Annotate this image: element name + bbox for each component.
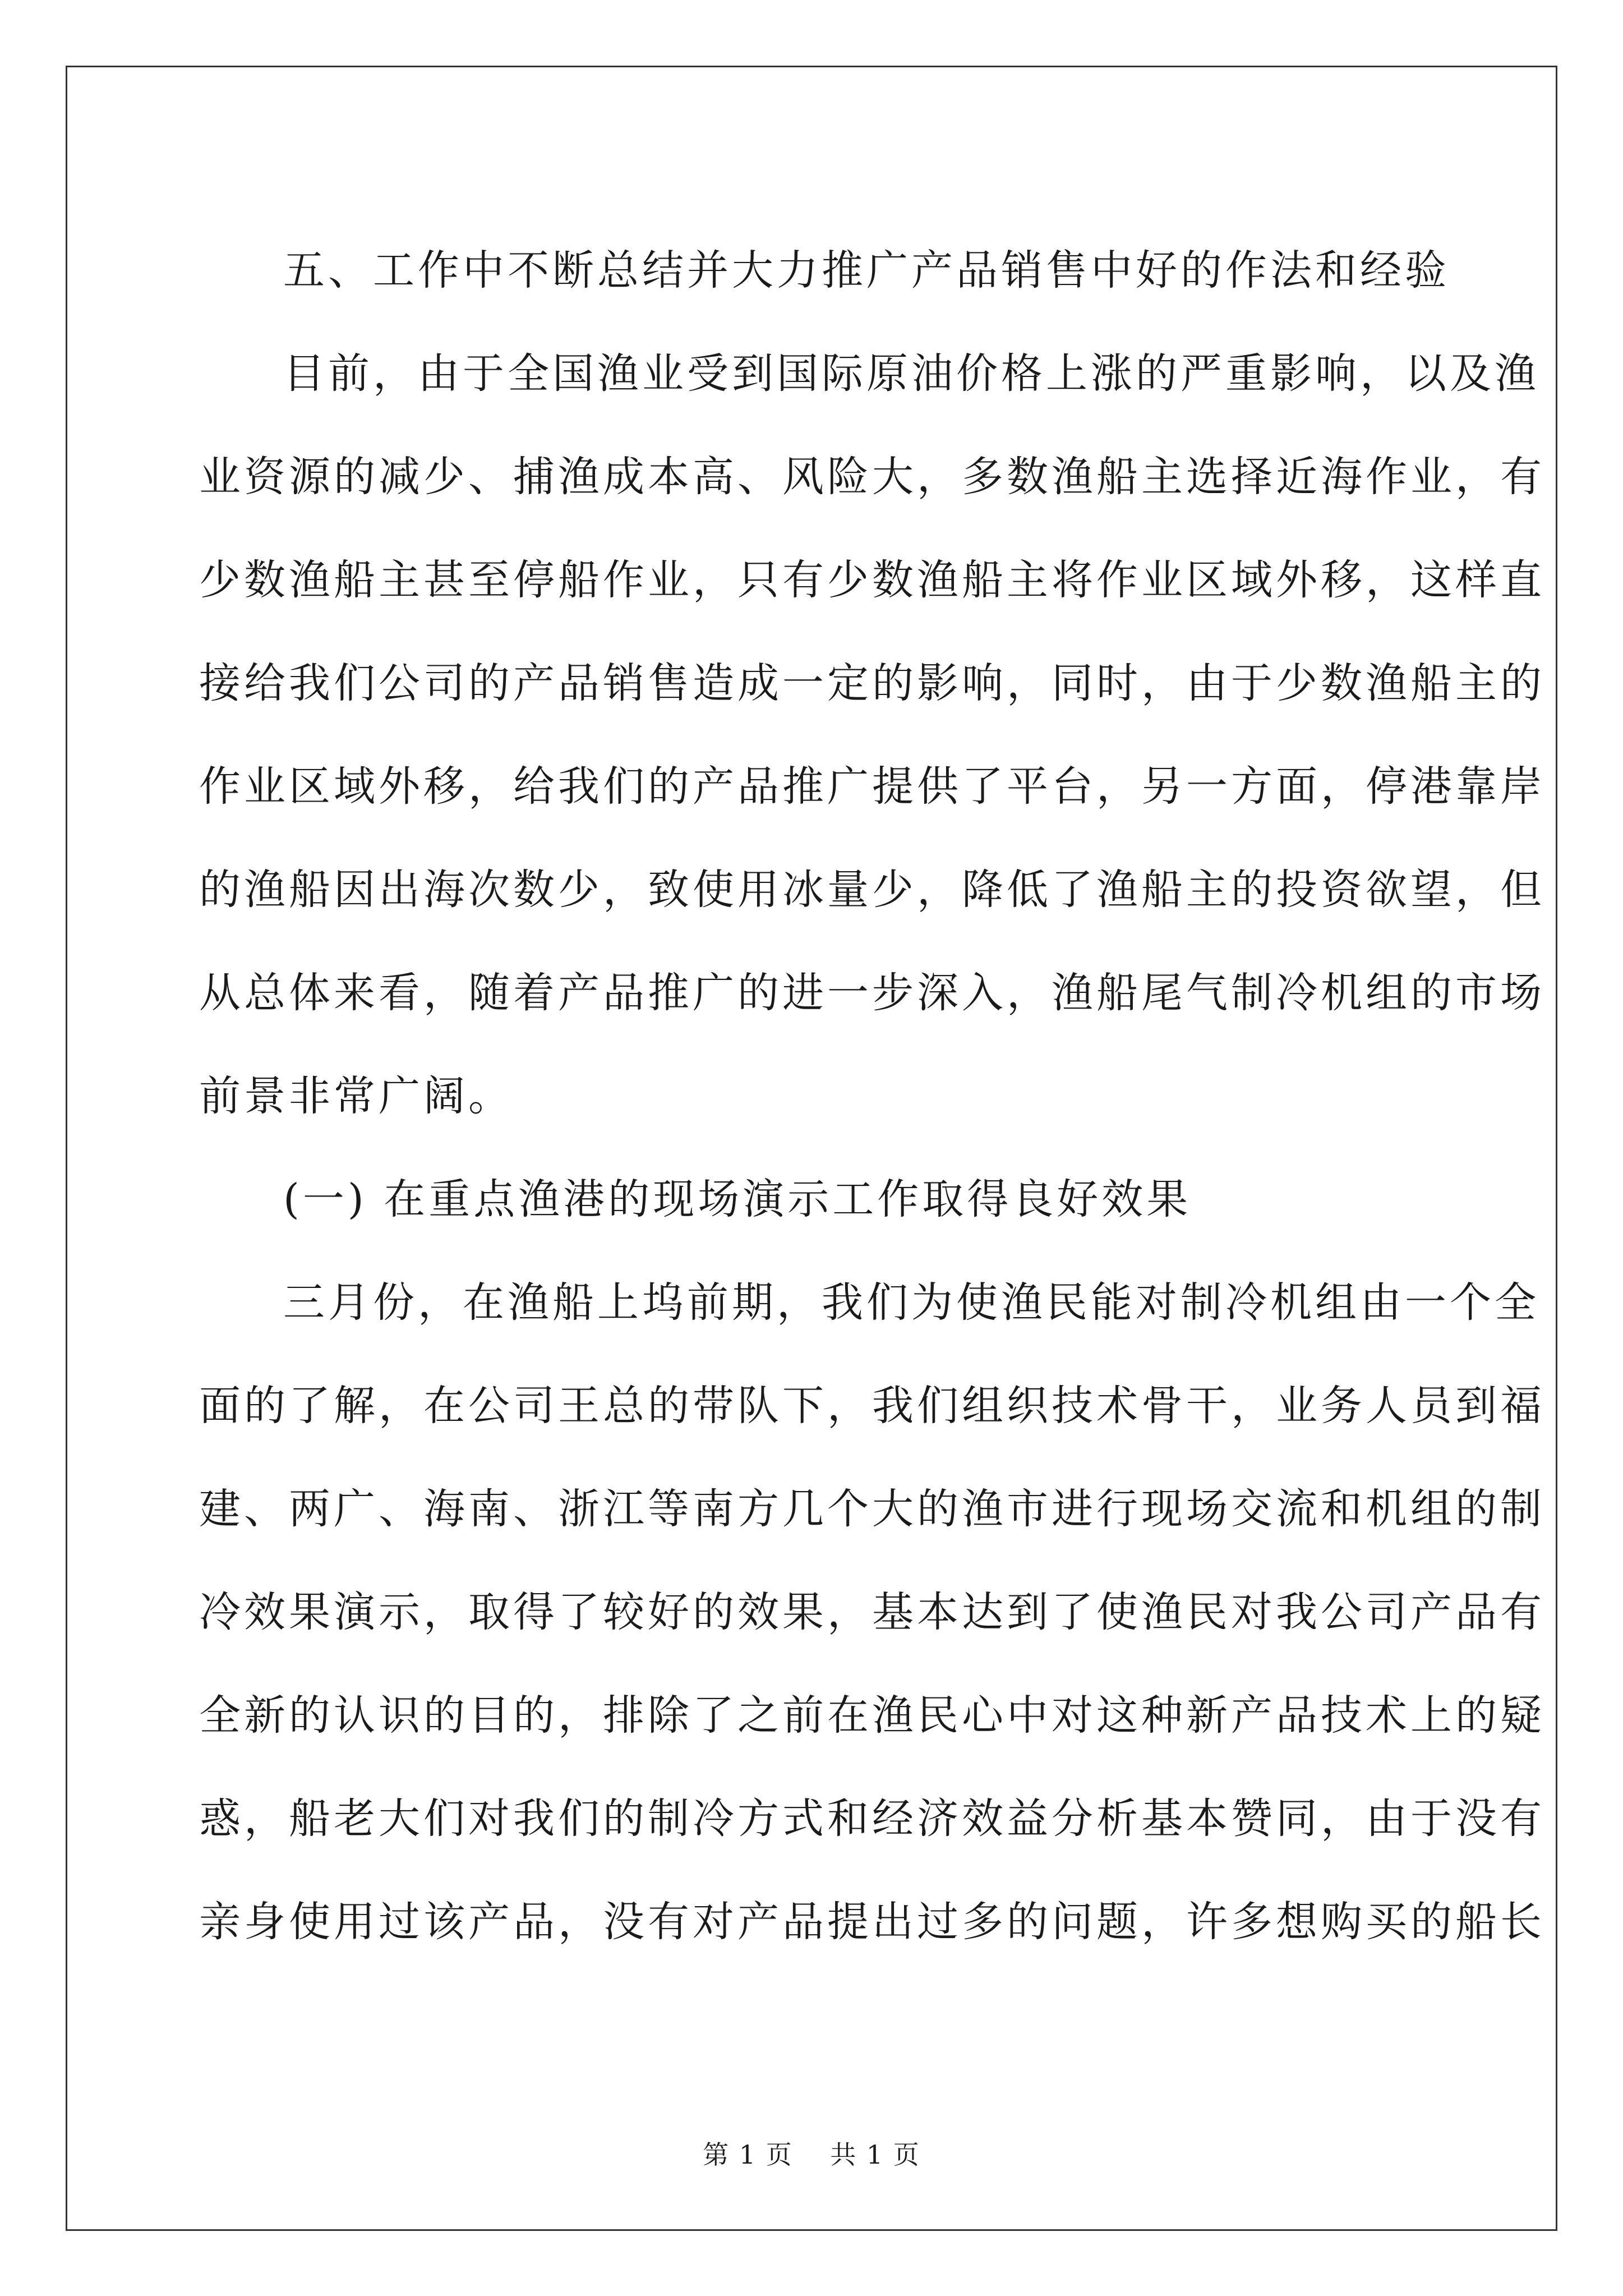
paragraph-line: 从总体来看，随着产品推广的进一步深入，渔船尾气制冷机组的市场 <box>199 969 1545 1017</box>
paragraph-line: 建、两广、海南、浙江等南方几个大的渔市进行现场交流和机组的制 <box>199 1485 1545 1533</box>
page-footer: 第 1 页 共 1 页 <box>703 2139 920 2170</box>
paragraph-line: 亲身使用过该产品，没有对产品提出过多的问题，许多想购买的船长 <box>199 1898 1545 1946</box>
paragraph-2 <box>199 1251 1545 1973</box>
paragraph-line: 业资源的减少、捕渔成本高、风险大，多数渔船主选择近海作业，有 <box>199 453 1545 501</box>
paragraph-line: 少数渔船主甚至停船作业，只有少数渔船主将作业区域外移，这样直 <box>199 556 1545 604</box>
paragraph-line: 目前，由于全国渔业受到国际原油价格上涨的严重影响，以及渔 <box>283 349 1539 398</box>
paragraph-line: 惑，船老大们对我们的制冷方式和经济效益分析基本赞同，由于没有 <box>199 1795 1545 1843</box>
paragraph-line: 的渔船因出海次数少，致使用冰量少，降低了渔船主的投资欲望，但 <box>199 866 1545 914</box>
paragraph-line: 全新的认识的目的，排除了之前在渔民心中对这种新产品技术上的疑 <box>199 1691 1545 1740</box>
document-body <box>199 219 1545 1973</box>
paragraph-1 <box>199 322 1545 1148</box>
paragraph-line: 冷效果演示，取得了较好的效果，基本达到了使渔民对我公司产品有 <box>199 1588 1545 1636</box>
subsection-heading-text: (一) 在重点渔港的现场演示工作取得良好效果 <box>283 1175 1192 1223</box>
paragraph-line: 面的了解，在公司王总的带队下，我们组织技术骨干，业务人员到福 <box>199 1382 1545 1430</box>
subsection-heading <box>199 1148 1433 1251</box>
section-heading-text: 五、工作中不断总结并大力推广产品销售中好的作法和经验 <box>283 246 1450 295</box>
paragraph-line: 作业区域外移，给我们的产品推广提供了平台，另一方面，停港靠岸 <box>199 762 1545 811</box>
section-heading <box>199 219 1450 322</box>
paragraph-line: 接给我们公司的产品销售造成一定的影响，同时，由于少数渔船主的 <box>199 659 1545 707</box>
paragraph-line: 前景非常广阔。 <box>199 1072 513 1120</box>
paragraph-line: 三月份，在渔船上坞前期，我们为使渔民能对制冷机组由一个全 <box>283 1278 1539 1327</box>
